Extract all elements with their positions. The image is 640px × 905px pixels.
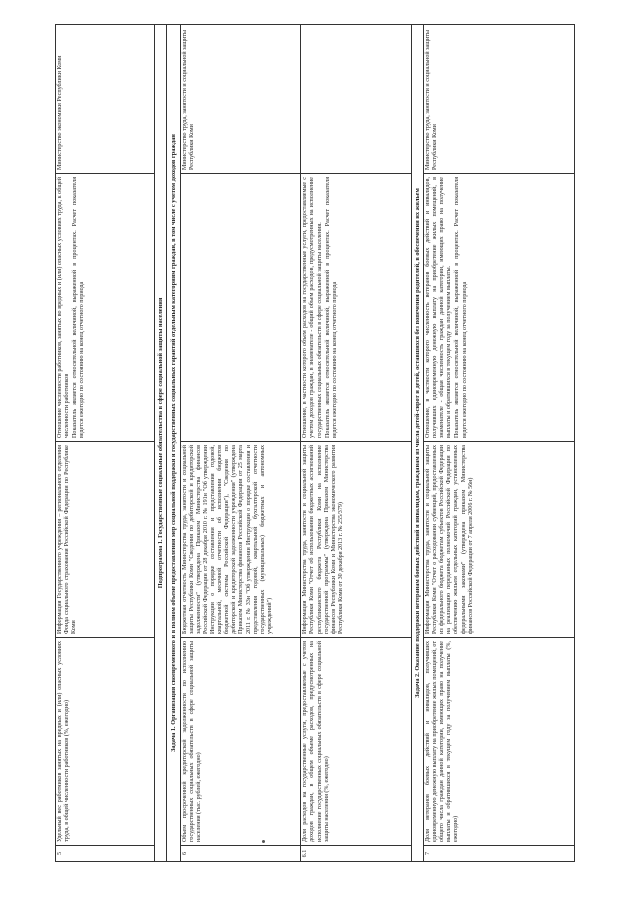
data-source: Информация Государственного учреждения – регионального отделения Фонда социального страхования Российской Федерации по Республике Коми (56, 442, 155, 638)
row-number: 6.1 (301, 846, 412, 862)
table-row (56, 25, 155, 862)
responsible-body: Министерство экономики Республики Коми (56, 25, 155, 174)
method-paragraph: Отношение, в частности которого численность ветеранов боевых действий и инвалидов, получивших единовременную денежную выплату на приобретение жилых помещений, в знаменателе - общая численность граждан данной категории, имеющих право на получение выплаты и обратившихся в текущем году за получением выплаты. (425, 177, 453, 438)
table-row (424, 25, 575, 862)
subprogram-header-row (154, 25, 166, 862)
responsible-body: Министерство труда, занятости и социальной защиты Республики Коми (424, 25, 575, 174)
task-header-row (412, 25, 424, 862)
calculation-method (180, 174, 301, 442)
method-paragraph: Показатель является относительной величиной, выраженной в процентах. Расчет показателя ведется ежегодно по состоянию на конец отчетного периода (72, 177, 86, 438)
calculation-method (301, 174, 412, 442)
data-source: Информация Министерства труда, занятости и социальной защиты Республики Коми "Отчет о расходовании субвенций, предоставленных из федерального бюджета бюджетам субъектов Российской Федерации на реализацию переданных полномочий Российской Федерации по обеспечению жильем отдельных категорий граждан, установленных федеральными законами" (утверждена приказом Министерства финансов Российской Федерации от 7 апреля 2006 г. № 56н) (424, 442, 575, 638)
calculation-method (56, 174, 155, 442)
task-title: Задача 1. Организация своевременного и в полном объеме предоставления мер социальной поддержки и государственных социальных гарантий отдельным категориям граждан, в том числе с учетом доходов граждан (166, 25, 180, 862)
responsible-body (301, 25, 412, 174)
row-number: 6 (180, 846, 301, 862)
method-paragraph: Отношение численности работников, занятых во вредных и (или) опасных условиях труда, к общей численности работников (57, 177, 71, 438)
indicator-name: Доля ветеранов боевых действий и инвалидов, получивших единовременную денежную выплату на приобретение жилых помещений, от общего числа граждан данной категории, имеющих право на получение выплаты и обратившихся в текущем году за получением выплаты (%, ежегодно) (424, 638, 575, 846)
data-source: Информация Министерства труда, занятости и социальной защиты Республики Коми "Отчет об использовании бюджетных ассигнований республиканского бюджета Республики Коми на исполнение государственной программы" (утверждена Приказом Министерства финансов Республики Коми и Министерства экономического развития Республики Коми от 30 декабря 2013 г. № 255/379) (301, 442, 412, 638)
row-number: 5 (56, 846, 155, 862)
task-header-row (166, 25, 180, 862)
task-title: Задача 2. Оказание поддержки ветеранам боевых действий и инвалидам, гражданам из числа детей-сирот и детей, оставшихся без попечения родителей, в обеспечении их жильем (412, 25, 424, 862)
scan-speck (262, 840, 265, 843)
table-row (180, 25, 301, 862)
calculation-method (424, 174, 575, 442)
responsible-body: Министерство труда, занятости и социальной защиты Республики Коми (180, 25, 301, 174)
indicator-name: Доля расходов на государственные услуги, предоставляемые с учетом доходов граждан, в общем объеме расходов, предусмотренных на исполнение государственных социальных обязательств в сфере социальной защиты населения (%, ежегодно) (301, 638, 412, 846)
data-source: Бюджетная отчетность Министерства труда, занятости и социальной защиты Республики Коми "Сведения по дебиторской и кредиторской задолженности" (утверждена Приказом Министерства финансов Российской Федерации от 28 декабря 2010 г. № 191н "Об утверждении Инструкции о порядке составления и представления годовой, квартальной, месячной отчетности об исполнении бюджетов бюджетной системы Российской Федерации"), "Сведения по дебиторской и кредиторской задолженности учреждения" (утверждена Приказом Министерства финансов Российской Федерации от 25 марта 2011 г. № 33н "Об утверждении Инструкции о порядке составления и представления годовой, квартальной бухгалтерской отчетности государственных (муниципальных) бюджетных и автономных учреждений") (180, 442, 301, 638)
row-number: 7 (424, 846, 575, 862)
table-row (301, 25, 412, 862)
indicator-name: Удельный вес работников занятых на вредных и (или) опасных условиях труда, в общей численности работников (%, ежегодно) (56, 638, 155, 846)
indicators-table (55, 24, 575, 862)
rotated-table-wrapper (55, 24, 575, 862)
method-paragraph: Показатель является относительной величиной, выраженной в процентах. Расчет показателя ведется ежегодно по состоянию на конец отчетного периода (454, 177, 468, 438)
indicator-name: Объем просроченной кредиторской задолженности по исполнению государственных социальных обязательств в сфере социальной защиты населения (тыс. рублей, ежегодно) (180, 638, 301, 846)
subprogram-title: Подпрограмма 1. Государственные социальные обязательства в сфере социальной защиты населения (154, 25, 166, 862)
method-paragraph: Отношение, в частности которого объем расходов на государственные услуги, предоставляемые с учетом доходов граждан, в знаменателе - общий объем расходов, предусмотренных на исполнение государственных социальных обязательств в сфере социальной защиты населения. (302, 177, 323, 438)
method-paragraph: Показатель является относительной величиной, выраженной в процентах. Расчет показателя ведется ежегодно по состоянию на конец отчетного периода (324, 177, 338, 438)
table-body (56, 25, 575, 862)
